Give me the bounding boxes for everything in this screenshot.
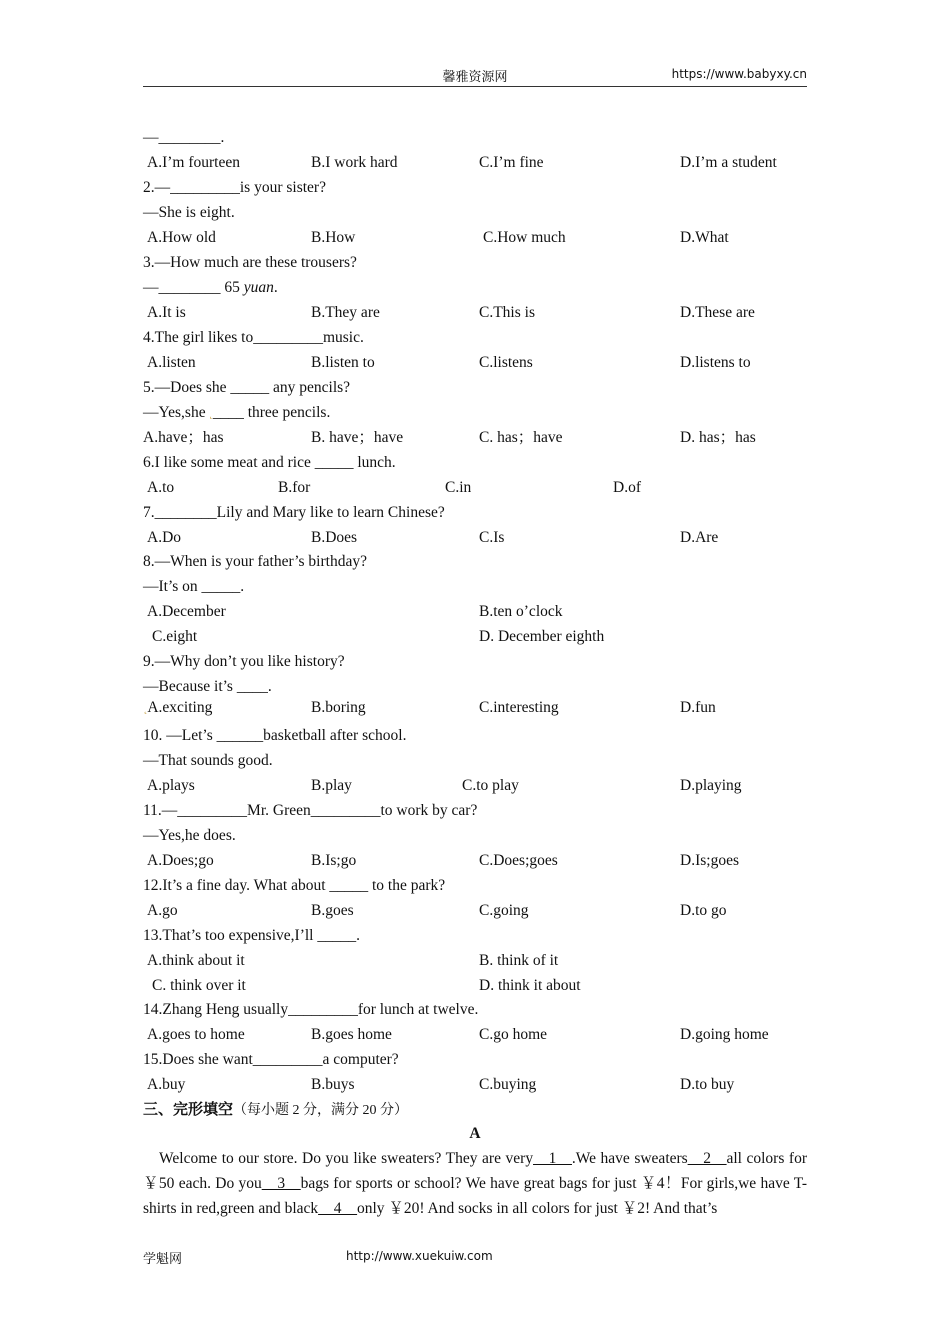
q14-stem: 14.Zhang Heng usually_________for lunch at twelve.: [143, 1001, 479, 1018]
q11-option-c: C.Does;goes: [479, 852, 558, 869]
q15-option-b: B.buys: [311, 1076, 355, 1093]
q12-option-a: A.go: [147, 902, 178, 919]
q13-option-d: D. think it about: [479, 977, 581, 994]
q10-option-a: A.plays: [147, 777, 195, 794]
q8-reply: —It’s on _____.: [143, 578, 245, 595]
q11-option-d: D.Is;goes: [680, 852, 739, 869]
edit-mark-icon: ˛: [209, 409, 213, 420]
q15-stem: 15.Does she want_________a computer?: [143, 1051, 399, 1068]
q4-stem: 4.The girl likes to_________music.: [143, 329, 364, 346]
passage-text-3: all colors for ￥50 each. Do you: [143, 1150, 807, 1192]
q4-option-c: C.listens: [479, 354, 533, 371]
q5-reply-end: ____ three pencils.: [212, 404, 331, 421]
q9-option-a-wrap: [144, 698, 212, 720]
q9-option-a: A.exciting: [147, 699, 213, 716]
page-header: [143, 64, 807, 87]
q10-option-c: C.to play: [462, 777, 519, 794]
q8-option-b: B.ten o’clock: [479, 603, 563, 620]
q15-option-a: A.buy: [147, 1076, 186, 1093]
q11-option-a: A.Does;go: [147, 852, 214, 869]
q10-option-b: B.play: [311, 777, 352, 794]
passage-label: A: [469, 1125, 481, 1142]
q14-option-d: D.going home: [680, 1026, 769, 1043]
q8-option-a: A.December: [147, 603, 226, 620]
q8-option-d: D. December eighth: [479, 628, 605, 645]
blank-2: __2__: [687, 1150, 727, 1167]
q3-stem: 3.—How much are these trousers?: [143, 254, 357, 271]
blank-4: __4__: [318, 1200, 357, 1217]
q3-reply-text: —________ 65: [143, 279, 244, 296]
q5-stem: 5.—Does she _____ any pencils?: [143, 379, 351, 396]
blank-1: __1__: [533, 1150, 572, 1167]
q13-stem: 13.That’s too expensive,I’ll _____.: [143, 927, 360, 944]
q2-reply: —She is eight.: [143, 204, 235, 221]
q10-reply: —That sounds good.: [143, 752, 273, 769]
q5-option-b: B. have；have: [311, 429, 404, 446]
q7-option-b: B.Does: [311, 529, 358, 546]
q15-option-d: D.to buy: [680, 1076, 735, 1093]
passage-text-2: .We have sweaters: [571, 1150, 688, 1167]
q12-option-d: D.to go: [680, 902, 727, 919]
q12-stem: 12.It’s a fine day. What about _____ to the park?: [143, 877, 446, 894]
q9-option-d: D.fun: [680, 699, 716, 716]
q7-option-a: A.Do: [147, 529, 182, 546]
q3-option-a: A.It is: [147, 304, 186, 321]
page-footer: [143, 1248, 807, 1268]
q3-reply-unit: yuan: [243, 279, 274, 296]
q6-option-c: C.in: [445, 479, 472, 496]
passage-text-5: only ￥20! And socks in all colors for just ￥2! And that’s: [356, 1200, 718, 1217]
q5-option-d: D. has；has: [680, 429, 756, 446]
q5-reply-start: —Yes,she: [143, 404, 210, 421]
q4-option-b: B.listen to: [311, 354, 375, 371]
q13-option-a: A.think about it: [147, 952, 245, 969]
q14-option-c: C.go home: [479, 1026, 548, 1043]
q7-option-c: C.Is: [479, 529, 505, 546]
header-url[interactable]: https://www.babyxy.cn: [671, 67, 807, 81]
q6-option-d: D.of: [613, 479, 641, 496]
q11-reply: —Yes,he does.: [143, 827, 236, 844]
q10-option-d: D.playing: [680, 777, 742, 794]
q14-option-b: B.goes home: [311, 1026, 392, 1043]
q10-stem: 10. —Let’s ______basketball after school.: [143, 727, 407, 744]
q3-reply: [143, 278, 278, 298]
passage-text-4: bags for sports or school? We have great bags for just ￥4！For girls,we have T-shirts in red,green and black: [143, 1175, 807, 1217]
q6-stem: 6.I like some meat and rice _____ lunch.: [143, 454, 396, 471]
q7-stem: 7.________Lily and Mary like to learn Chinese?: [143, 504, 445, 521]
footer-site-name: 学魁网: [143, 1251, 183, 1266]
q13-option-c: C. think over it: [152, 977, 246, 994]
q6-option-b: B.for: [278, 479, 311, 496]
q13-option-b: B. think of it: [479, 952, 559, 969]
q1-answer-line: —________.: [143, 129, 225, 146]
footer-url[interactable]: http://www.xuekuiw.com: [346, 1249, 493, 1263]
q1-option-d: D.I’m a student: [680, 154, 777, 171]
q8-stem: 8.—When is your father’s birthday?: [143, 553, 367, 570]
q9-stem: 9.—Why don’t you like history?: [143, 653, 345, 670]
q3-reply-end: .: [273, 279, 278, 296]
q1-option-c: C.I’m fine: [479, 154, 544, 171]
q3-option-c: C.This is: [479, 304, 535, 321]
edit-mark-icon: ˛: [144, 704, 148, 715]
q7-option-d: D.Are: [680, 529, 719, 546]
q9-option-b: B.boring: [311, 699, 366, 716]
passage-text-1: Welcome to our store. Do you like sweaters? They are very: [159, 1150, 534, 1167]
q11-stem: 11.—_________Mr. Green_________to work by car?: [143, 802, 478, 819]
header-site-name: 馨雅资源网: [442, 69, 508, 84]
q2-option-d: D.What: [680, 229, 729, 246]
section-3-title: 三、完形填空: [143, 1100, 234, 1118]
q1-option-b: B.I work hard: [311, 154, 398, 171]
blank-3: __3__: [261, 1175, 301, 1192]
q3-option-b: B.They are: [311, 304, 380, 321]
q4-option-d: D.listens to: [680, 354, 751, 371]
q2-option-a: A.How old: [147, 229, 216, 246]
q5-reply: [143, 403, 330, 425]
q12-option-c: C.going: [479, 902, 529, 919]
q5-option-c: C. has；have: [479, 429, 563, 446]
q2-option-c: C.How much: [483, 229, 566, 246]
cloze-passage: [143, 1146, 807, 1221]
q2-option-b: B.How: [311, 229, 356, 246]
q2-stem: 2.—_________is your sister?: [143, 179, 326, 196]
q4-option-a: A.listen: [147, 354, 196, 371]
q12-option-b: B.goes: [311, 902, 354, 919]
q8-option-c: C.eight: [152, 628, 198, 645]
q11-option-b: B.Is;go: [311, 852, 357, 869]
section-3-heading: [143, 1099, 408, 1121]
q3-option-d: D.These are: [680, 304, 755, 321]
q15-option-c: C.buying: [479, 1076, 537, 1093]
q9-reply: —Because it’s ____.: [143, 678, 272, 695]
q1-option-a: A.I’m fourteen: [147, 154, 240, 171]
q14-option-a: A.goes to home: [147, 1026, 245, 1043]
section-3-note: （每小题 2 分，满分 20 分）: [233, 1103, 409, 1118]
q9-option-c: C.interesting: [479, 699, 559, 716]
q5-option-a: A.have；has: [143, 429, 224, 446]
q6-option-a: A.to: [147, 479, 175, 496]
